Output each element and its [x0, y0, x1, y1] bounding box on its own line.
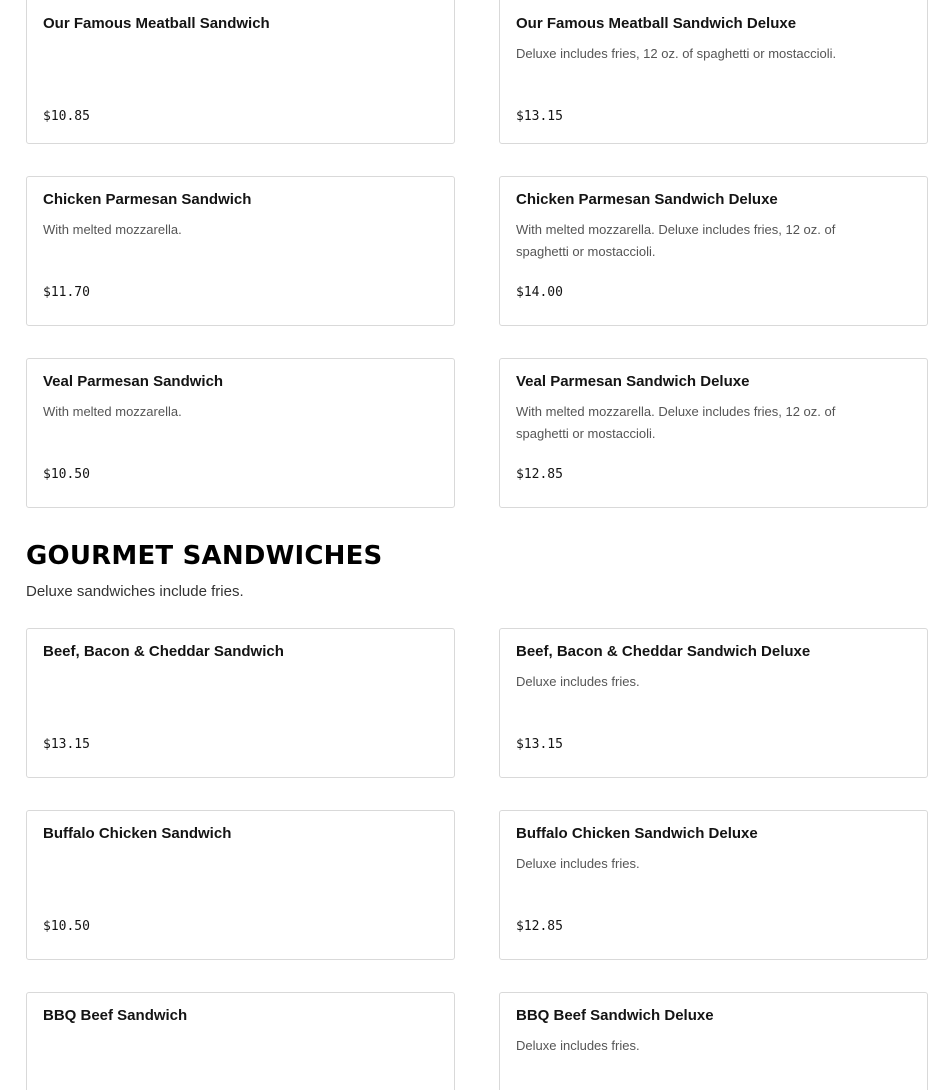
- item-name: Chicken Parmesan Sandwich Deluxe: [516, 191, 778, 208]
- item-price: $13.15: [516, 109, 563, 124]
- menu-item-card[interactable]: [26, 628, 455, 778]
- menu-item-card[interactable]: [26, 176, 455, 326]
- menu-item-card[interactable]: [499, 358, 928, 508]
- menu-item-card[interactable]: [26, 358, 455, 508]
- menu-item-card[interactable]: [499, 176, 928, 326]
- item-price: $10.50: [43, 467, 90, 482]
- menu-item-card[interactable]: [26, 992, 455, 1090]
- item-name: BBQ Beef Sandwich: [43, 1007, 188, 1024]
- item-description: With melted mozzarella.: [43, 222, 182, 237]
- item-price: $13.15: [43, 737, 90, 752]
- item-price: $10.85: [43, 109, 90, 124]
- item-description: With melted mozzarella. Deluxe includes fries, 12 oz. of spaghetti or mostaccioli.: [516, 222, 836, 259]
- item-name: Veal Parmesan Sandwich Deluxe: [516, 373, 750, 390]
- item-name: Beef, Bacon & Cheddar Sandwich: [43, 643, 284, 660]
- section-title: GOURMET SANDWICHES: [26, 541, 383, 571]
- item-price: $10.50: [43, 919, 90, 934]
- item-price: $13.15: [516, 737, 563, 752]
- menu-item-card[interactable]: [499, 810, 928, 960]
- item-description: Deluxe includes fries.: [516, 674, 640, 689]
- item-description: With melted mozzarella. Deluxe includes fries, 12 oz. of spaghetti or mostaccioli.: [516, 404, 836, 441]
- menu-item-card[interactable]: [26, 0, 455, 144]
- item-name: Our Famous Meatball Sandwich: [43, 15, 270, 32]
- menu-item-card[interactable]: [499, 628, 928, 778]
- item-name: Buffalo Chicken Sandwich Deluxe: [516, 825, 758, 842]
- item-price: $12.85: [516, 919, 563, 934]
- menu-item-card[interactable]: [26, 810, 455, 960]
- item-description: Deluxe includes fries.: [516, 856, 640, 871]
- menu-item-card[interactable]: [499, 0, 928, 144]
- item-price: $11.70: [43, 285, 90, 300]
- item-description: Deluxe includes fries, 12 oz. of spaghetti or mostaccioli.: [516, 46, 837, 61]
- item-description: With melted mozzarella.: [43, 404, 182, 419]
- item-name: Veal Parmesan Sandwich: [43, 373, 224, 390]
- item-name: BBQ Beef Sandwich Deluxe: [516, 1007, 714, 1024]
- item-price: $12.85: [516, 467, 563, 482]
- item-name: Chicken Parmesan Sandwich: [43, 191, 252, 208]
- menu-item-card[interactable]: [499, 992, 928, 1090]
- item-name: Buffalo Chicken Sandwich: [43, 825, 232, 842]
- item-price: $14.00: [516, 285, 563, 300]
- section-subtitle: Deluxe sandwiches include fries.: [26, 583, 244, 600]
- item-name: Our Famous Meatball Sandwich Deluxe: [516, 15, 797, 32]
- item-name: Beef, Bacon & Cheddar Sandwich Deluxe: [516, 643, 811, 660]
- item-description: Deluxe includes fries.: [516, 1038, 640, 1053]
